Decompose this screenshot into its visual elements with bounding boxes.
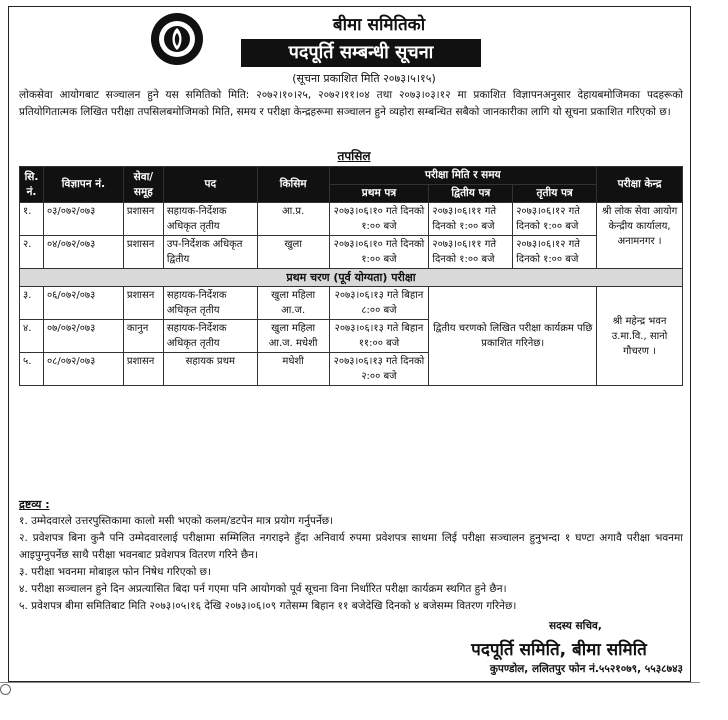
- header-sn: सि. नं.: [20, 167, 44, 203]
- table-row: [20, 236, 683, 269]
- notice-page: [8, 6, 691, 682]
- cell-adv-no: ०७/०७२/०७३: [43, 320, 123, 353]
- cell-paper2: २०७३।०६।११ गते दिनको १:०० बजे: [429, 236, 513, 269]
- cell-post: सहायक-निर्देशक अधिकृत तृतीय: [163, 320, 257, 353]
- cell-adv-no: ०६/०७२/०७३: [43, 287, 123, 320]
- notes-list: [19, 513, 683, 615]
- cell-service: कानुन: [123, 320, 163, 353]
- header-post: पद: [163, 167, 257, 203]
- cell-center-1: श्री लोक सेवा आयोग केन्द्रीय कार्यालय, अनामनगर ।: [597, 203, 683, 269]
- cell-sn: ५.: [20, 353, 44, 386]
- header-center: परीक्षा केन्द्र: [597, 167, 683, 203]
- header-adv-no: विज्ञापन नं.: [43, 167, 123, 203]
- cell-post: उप-निर्देशक अधिकृत द्वितीय: [163, 236, 257, 269]
- cell-service: प्रशासन: [123, 353, 163, 386]
- signatory-org: पदपूर्ति समिति, बीमा समिति: [471, 640, 647, 660]
- header-paper3: तृतीय पत्र: [513, 185, 597, 203]
- organization-name: बीमा समितिको: [332, 15, 426, 35]
- cell-sn: १.: [20, 203, 44, 236]
- cell-type: खुला: [257, 236, 329, 269]
- cell-adv-no: ०८/०७२/०७३: [43, 353, 123, 386]
- cell-sn: ३.: [20, 287, 44, 320]
- cell-type: खुला महिला आ.ज. मधेशी: [257, 320, 329, 353]
- annex-label: तपसिल: [337, 149, 371, 163]
- cell-center-2: श्री महेन्द्र भवन उ.मा.वि., सानो गौचरण ।: [597, 287, 683, 386]
- cell-paper1: २०७३।०६।१३ गते बिहान ८:०० बजे: [329, 287, 429, 320]
- phase-note: द्वितीय चरणको लिखित परीक्षा कार्यक्रम पछि प्रकाशित गरिनेछ।: [429, 287, 597, 386]
- table-row: [20, 287, 683, 320]
- header-exam-datetime: परीक्षा मिति र समय: [329, 167, 596, 185]
- cell-adv-no: ०३/०७२/०७३: [43, 203, 123, 236]
- phase-label: प्रथम चरण (पूर्व योग्यता) परीक्षा: [20, 269, 683, 287]
- cell-paper3: २०७३।०६।१२ गते दिनको १:०० बजे: [513, 203, 597, 236]
- note-item: २. प्रवेशपत्र बिना कुनै पनि उम्मेदवारलाई परीक्षामा सम्मिलित नगराइने हुँदा अनिवार्य रुपमा प्रवेशपत्र साथमा लिई परीक्षा सञ्चालन हुनुभन्दा १ घण्टा अगावै परीक्षा भवनमा आइपुग्नुपर्नेछ साथै परीक्षा भवनबाट प्रवेशपत्र वितरण गरिने छैन।: [19, 532, 683, 561]
- cell-post: सहायक-निर्देशक अधिकृत तृतीय: [163, 287, 257, 320]
- header-paper1: प्रथम पत्र: [329, 185, 429, 203]
- note-item: ३. परीक्षा भवनमा मोबाइल फोन निषेध गरिएको छ।: [19, 566, 211, 578]
- publish-date: (सूचना प्रकाशित मिति २०७३।५।१५): [292, 72, 436, 85]
- cell-service: प्रशासन: [123, 236, 163, 269]
- table-row: [20, 203, 683, 236]
- exam-schedule-table: [19, 166, 683, 386]
- cell-post: सहायक प्रथम: [163, 353, 257, 386]
- cell-paper3: २०७३।०६।१२ गते दिनको १:०० बजे: [513, 236, 597, 269]
- cell-sn: ४.: [20, 320, 44, 353]
- header-type: किसिम: [257, 167, 329, 203]
- header-service: सेवा/ समूह: [123, 167, 163, 203]
- cell-paper1: २०७३।०६।१३ गते बिहान ११:०० बजे: [329, 320, 429, 353]
- note-item: १. उम्मेदवारले उत्तरपुस्तिकामा कालो मसी भएको कलम/डटपेन मात्र प्रयोग गर्नुपर्नेछ।: [19, 515, 334, 527]
- cell-paper2: २०७३।०६।११ गते दिनको १:०० बजे: [429, 203, 513, 236]
- phase-header-row: [20, 269, 683, 287]
- insurance-board-logo-icon: [149, 11, 205, 67]
- signatory-role: सदस्य सचिव,: [549, 620, 602, 632]
- cell-paper1: २०७३।०६।१३ गते दिनको २:०० बजे: [329, 353, 429, 386]
- cell-type: खुला महिला आ.ज.: [257, 287, 329, 320]
- crop-line: [0, 682, 700, 683]
- cell-type: मधेशी: [257, 353, 329, 386]
- note-item: ५. प्रवेशपत्र बीमा समितिबाट मिति २०७३।०५।१६ देखि २०७३।०६।०९ गतेसम्म बिहान ११ बजेदेखि दिनको ४ बजेसम्म वितरण गरिनेछ।: [19, 600, 517, 612]
- notice-title: पदपूर्ति सम्बन्धी सूचना: [241, 39, 481, 67]
- cell-post: सहायक-निर्देशक अधिकृत तृतीय: [163, 203, 257, 236]
- cell-service: प्रशासन: [123, 203, 163, 236]
- cell-adv-no: ०४/०७२/०७३: [43, 236, 123, 269]
- cell-paper1: २०७३।०६।१० गते दिनको १:०० बजे: [329, 203, 429, 236]
- contact-address: कुपण्डोल, ललितपुर फोन नं.५५२१०७९, ५५३८७४३: [489, 663, 683, 675]
- registration-mark-icon: [0, 684, 11, 695]
- intro-paragraph: लोकसेवा आयोगबाट सञ्चालन हुने यस समितिको मिति: २०७२।१०।२५, २०७२।११।०४ तथा २०७३।०३।१२ मा प्रकाशित विज्ञापनअनुसार देहायबमोजिमका पदहरूको प्रतियोगितात्मक लिखित परीक्षा तपसिलबमोजिमको मिति, समय र परीक्षा केन्द्रहरूमा सञ्चालन हुने व्यहोरा सम्बन्धित सबैको जानकारीका लागि यो सूचना प्रकाशित गरिएको छ।: [19, 89, 683, 118]
- cell-type: आ.प्र.: [257, 203, 329, 236]
- note-item: ४. परीक्षा सञ्चालन हुने दिन अप्रत्यासित बिदा पर्न गएमा पनि आयोगको पूर्व सूचना विना निर्धारित परीक्षा कार्यक्रम स्थगित हुने छैन।: [19, 583, 507, 595]
- table-header-row: [20, 167, 683, 185]
- header-paper2: द्वितीय पत्र: [429, 185, 513, 203]
- cell-sn: २.: [20, 236, 44, 269]
- cell-service: प्रशासन: [123, 287, 163, 320]
- notes-title: द्रष्टव्य :: [19, 498, 50, 511]
- cell-paper1: २०७३।०६।१० गते दिनको १:०० बजे: [329, 236, 429, 269]
